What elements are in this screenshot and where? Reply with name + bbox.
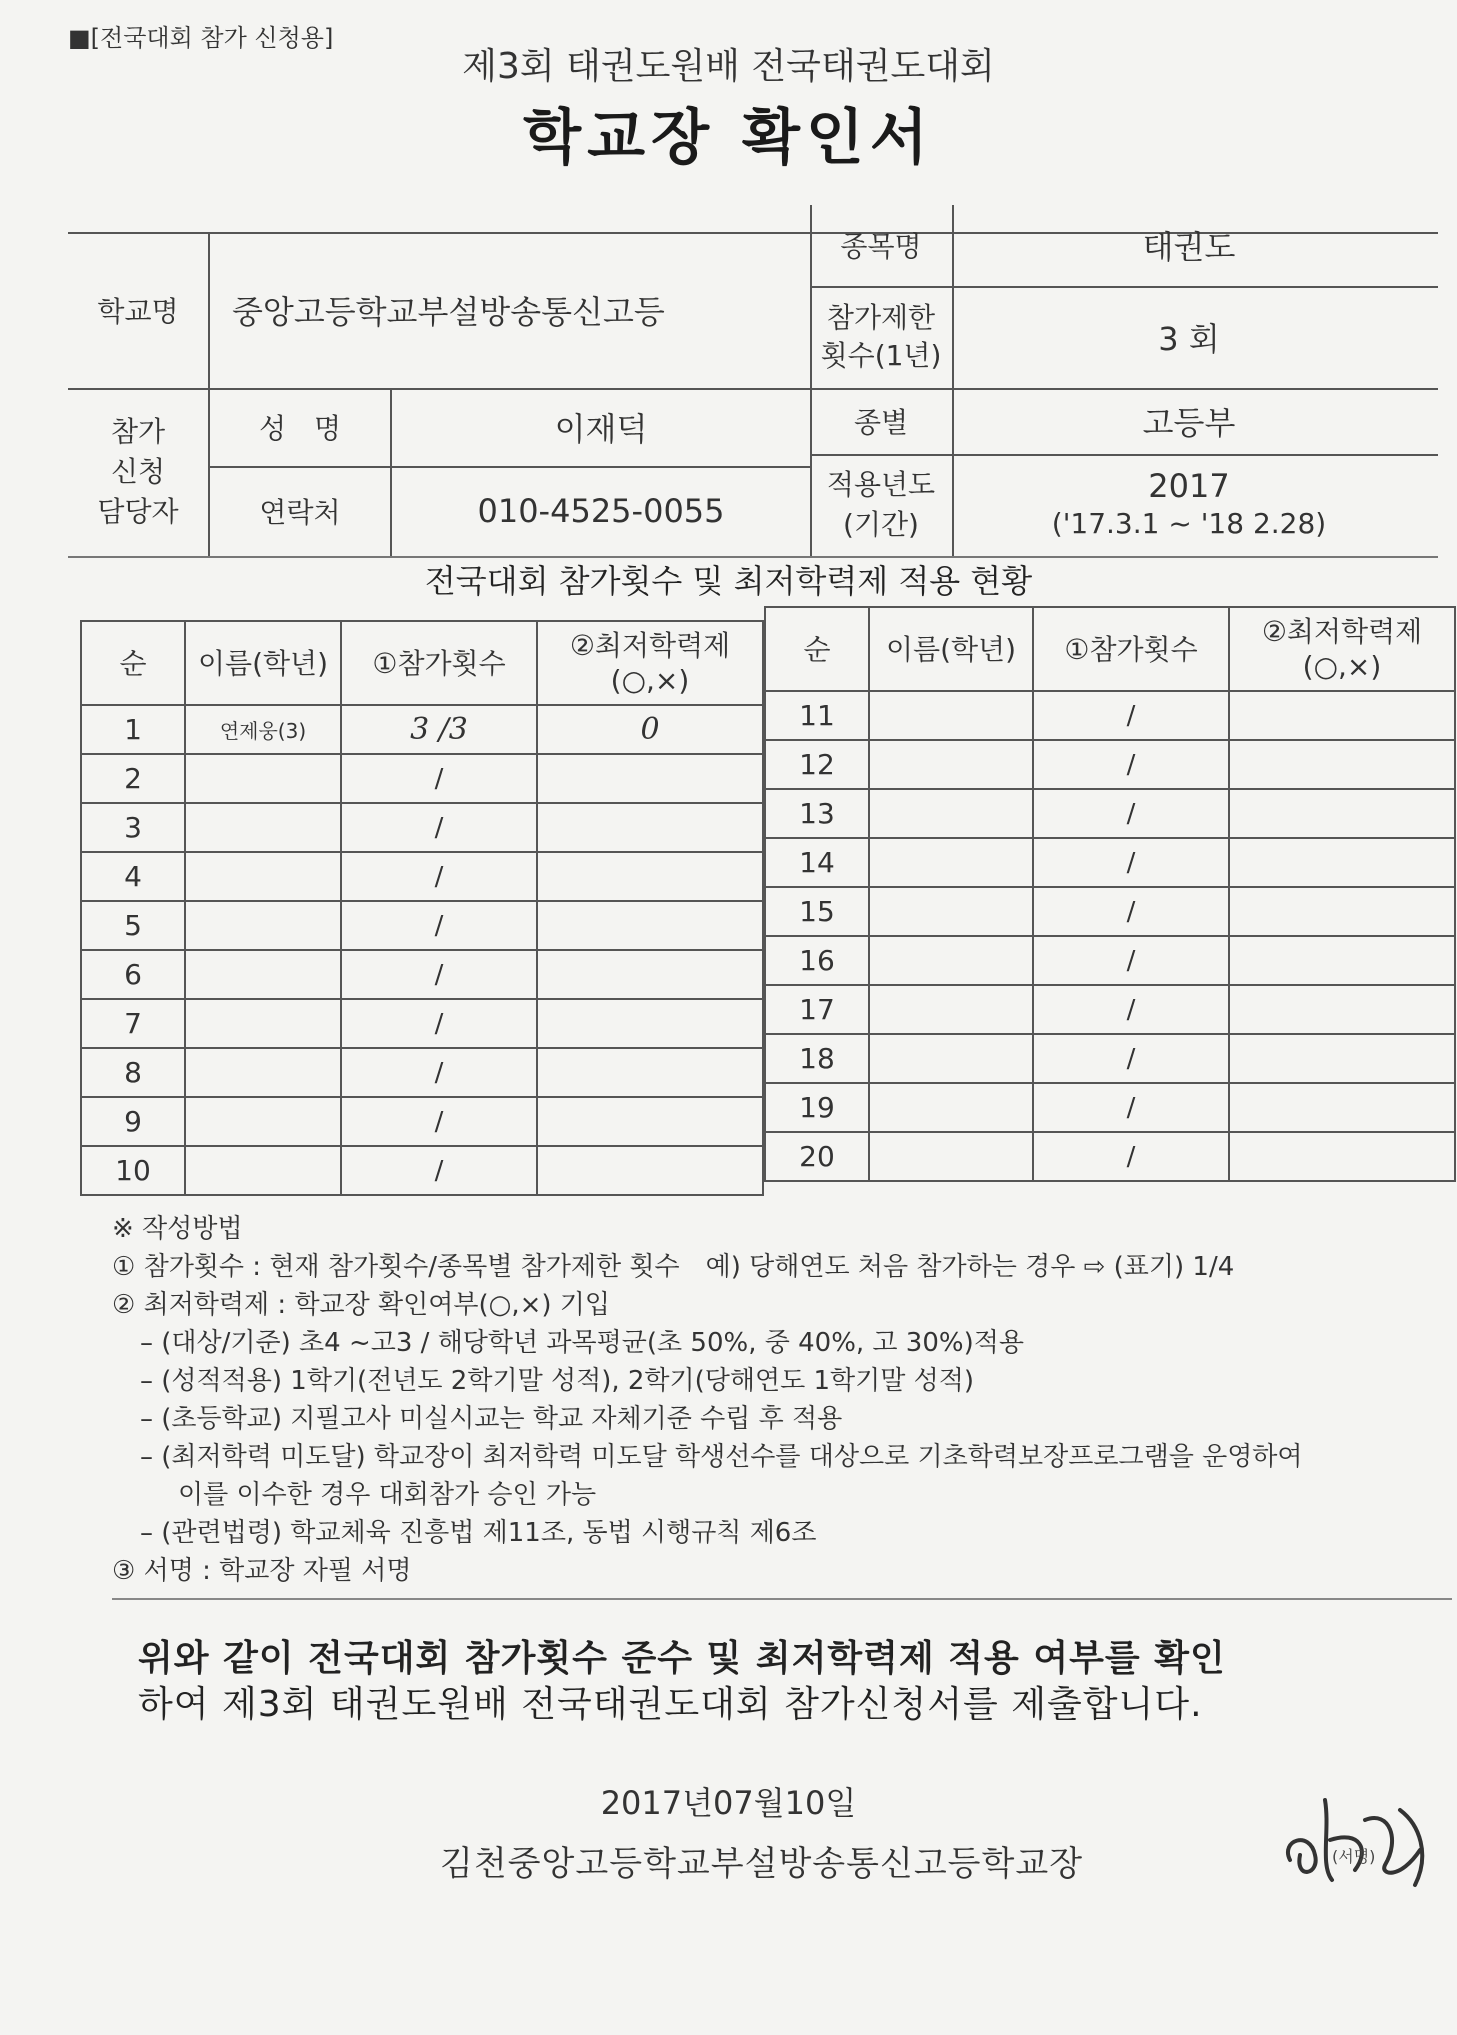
col-no-header: 순 [81,621,185,705]
year-value-box [954,456,1424,554]
row-name [869,789,1033,838]
table-row [81,1097,763,1146]
row-name [869,740,1033,789]
row-count: / [1033,691,1229,740]
table-row [765,838,1455,887]
table-title: 전국대회 참가횟수 및 최저학력제 적용 현황 [424,562,1033,600]
row-min [1229,1034,1455,1083]
row-no: 19 [765,1083,869,1132]
submission-date: 2017년07월10일 [600,1784,857,1822]
row-min [1229,740,1455,789]
row-no: 4 [81,852,185,901]
row-no: 5 [81,901,185,950]
participation-table-left [80,620,764,1196]
writing-instructions [112,1210,1452,1590]
row-count: / [1033,936,1229,985]
table-row [765,1083,1455,1132]
table-header-row [765,607,1455,691]
contact-label: 연락처 [259,496,341,529]
note-item: ① 참가횟수 : 현재 참가횟수/종목별 참가제한 횟수 예) 당해연도 처음 참가하는 경우 ⇨ (표기) 1/4 [112,1252,1235,1282]
table-row [765,789,1455,838]
row-name [185,950,341,999]
row-count: / [341,950,537,999]
school-label: 학교명 [97,295,179,328]
row-name [185,852,341,901]
row-name [869,1034,1033,1083]
row-name [185,803,341,852]
col-no-header: 순 [765,607,869,691]
division-value: 고등부 [1142,404,1236,442]
col-min-header-line2: (○,×) [610,664,690,697]
table-row [81,999,763,1048]
note-subitem: – (초등학교) 지필고사 미실시교는 학교 자체기준 수립 후 적용 [140,1404,843,1434]
limit-label-line2: 횟수(1년) [820,339,942,372]
row-count: / [341,852,537,901]
row-name [185,1097,341,1146]
row-name [185,1048,341,1097]
row-count: / [1033,789,1229,838]
note-item: ② 최저학력제 : 학교장 확인여부(○,×) 기입 [112,1290,611,1320]
row-min [1229,887,1455,936]
row-no: 3 [81,803,185,852]
table-row [81,1146,763,1195]
manager-label [70,390,206,554]
row-min [1229,985,1455,1034]
table-header-row [81,621,763,705]
table-row [765,1132,1455,1181]
row-count: / [1033,1132,1229,1181]
participation-table-right [764,606,1456,1182]
row-min [537,999,763,1048]
handwritten-signature [1270,1770,1450,1900]
form-tag: ■[전국대회 참가 신청용] [68,24,334,52]
row-min [537,901,763,950]
name-value: 이재덕 [554,410,648,448]
table-row [81,950,763,999]
manager-label-line3: 담당자 [97,495,179,528]
year-value: 2017 [1148,467,1230,505]
row-count: / [341,1048,537,1097]
row-min [537,1048,763,1097]
row-no: 12 [765,740,869,789]
row-name [185,999,341,1048]
row-no: 20 [765,1132,869,1181]
row-no: 11 [765,691,869,740]
school-name: 중앙고등학교부설방송통신고등 [232,293,665,331]
table-row [81,901,763,950]
row-count: / [341,1097,537,1146]
row-name [869,1083,1033,1132]
row-count: 3 /3 [341,705,537,754]
row-no: 13 [765,789,869,838]
manager-label-line1: 참가 [110,415,166,448]
row-min [537,852,763,901]
limit-label-line1: 참가제한 [826,301,936,334]
row-no: 7 [81,999,185,1048]
row-count: / [1033,1083,1229,1132]
row-no: 8 [81,1048,185,1097]
limit-label [812,288,950,386]
col-min-header-line1: ②최저학력제 [1261,615,1423,648]
row-count: / [341,1146,537,1195]
document-title: 학교장 확인서 [523,103,934,173]
row-min: 0 [537,705,763,754]
division-label: 종별 [853,406,909,439]
row-count: / [1033,1034,1229,1083]
row-no: 10 [81,1146,185,1195]
row-min [1229,1132,1455,1181]
row-count: / [341,999,537,1048]
table-row [765,985,1455,1034]
col-min-header-line2: (○,×) [1302,650,1382,683]
row-no: 14 [765,838,869,887]
row-name [185,1146,341,1195]
table-row [81,852,763,901]
col-min-header-line1: ②최저학력제 [569,629,731,662]
row-min [537,1097,763,1146]
row-count: / [1033,838,1229,887]
row-min [1229,1083,1455,1132]
note-subitem: – (대상/기준) 초4 ~고3 / 해당학년 과목평균(초 50%, 중 40%, 고 30%)적용 [140,1328,1024,1358]
row-min [537,1146,763,1195]
col-name-header: 이름(학년) [869,607,1033,691]
row-count: / [341,901,537,950]
table-row [81,1048,763,1097]
divider [208,232,210,556]
principal-title: 김천중앙고등학교부설방송통신고등학교장 [440,1844,1084,1884]
table-row [81,803,763,852]
row-no: 6 [81,950,185,999]
table-row [81,754,763,803]
row-no: 18 [765,1034,869,1083]
row-min [537,950,763,999]
row-min [1229,789,1455,838]
contact-value: 010-4525-0055 [477,492,725,530]
note-subitem: – (관련법령) 학교체육 진흥법 제11조, 동법 시행규칙 제6조 [140,1518,817,1548]
row-no: 16 [765,936,869,985]
row-no: 1 [81,705,185,754]
col-count-header: ①참가횟수 [341,621,537,705]
year-label-line1: 적용년도 [826,468,936,501]
row-count: / [1033,887,1229,936]
declaration [138,1636,1438,1728]
row-name [869,838,1033,887]
row-min [1229,691,1455,740]
declaration-line1: 위와 같이 전국대회 참가횟수 준수 및 최저학력제 적용 여부를 확인 [138,1638,1226,1679]
note-subitem: – (최저학력 미도달) 학교장이 최저학력 미도달 학생선수를 대상으로 기초학력보장프로그램을 운영하여 [140,1442,1303,1472]
col-name-header: 이름(학년) [185,621,341,705]
year-period: ('17.3.1 ~ '18 2.28) [1051,507,1327,540]
row-name [869,691,1033,740]
row-name [185,754,341,803]
year-label [812,456,950,554]
row-no: 17 [765,985,869,1034]
col-min-header [1229,607,1455,691]
row-name: 연제웅(3) [185,705,341,754]
sport-label: 종목명 [840,230,922,263]
sport-value: 태권도 [1142,228,1236,266]
row-no: 15 [765,887,869,936]
col-count-header: ①참가횟수 [1033,607,1229,691]
row-name [869,887,1033,936]
table-row [765,1034,1455,1083]
limit-value: 3 회 [1158,320,1220,358]
row-name [869,1132,1033,1181]
note-subitem: – (성적적용) 1학기(전년도 2학기말 성적), 2학기(당해연도 1학기말 성적) [140,1366,975,1396]
signature-label: (서명) [1332,1847,1376,1866]
divider [112,1598,1452,1600]
row-name [869,936,1033,985]
event-title: 제3회 태권도원배 전국태권도대회 [462,46,995,87]
manager-label-line2: 신청 [110,455,166,488]
row-min [1229,936,1455,985]
table-row [765,887,1455,936]
note-subitem-continuation: 이를 이수한 경우 대회참가 승인 가능 [178,1480,597,1510]
row-no: 2 [81,754,185,803]
row-count: / [1033,740,1229,789]
row-no: 9 [81,1097,185,1146]
name-label: 성 명 [258,412,342,445]
row-min [537,754,763,803]
row-min [537,803,763,852]
table-row [81,705,763,754]
row-min [1229,838,1455,887]
table-row [765,740,1455,789]
declaration-line2: 하여 제3회 태권도원배 전국태권도대회 참가신청서를 제출합니다. [138,1684,1203,1725]
note-item: ③ 서명 : 학교장 자필 서명 [112,1556,412,1586]
year-label-line2: (기간) [843,508,919,541]
col-min-header [537,621,763,705]
row-count: / [341,754,537,803]
row-count: / [1033,985,1229,1034]
row-count: / [341,803,537,852]
row-name [185,901,341,950]
divider [390,388,392,556]
row-name [869,985,1033,1034]
table-row [765,936,1455,985]
notes-heading: ※ 작성방법 [112,1214,243,1244]
table-row [765,691,1455,740]
